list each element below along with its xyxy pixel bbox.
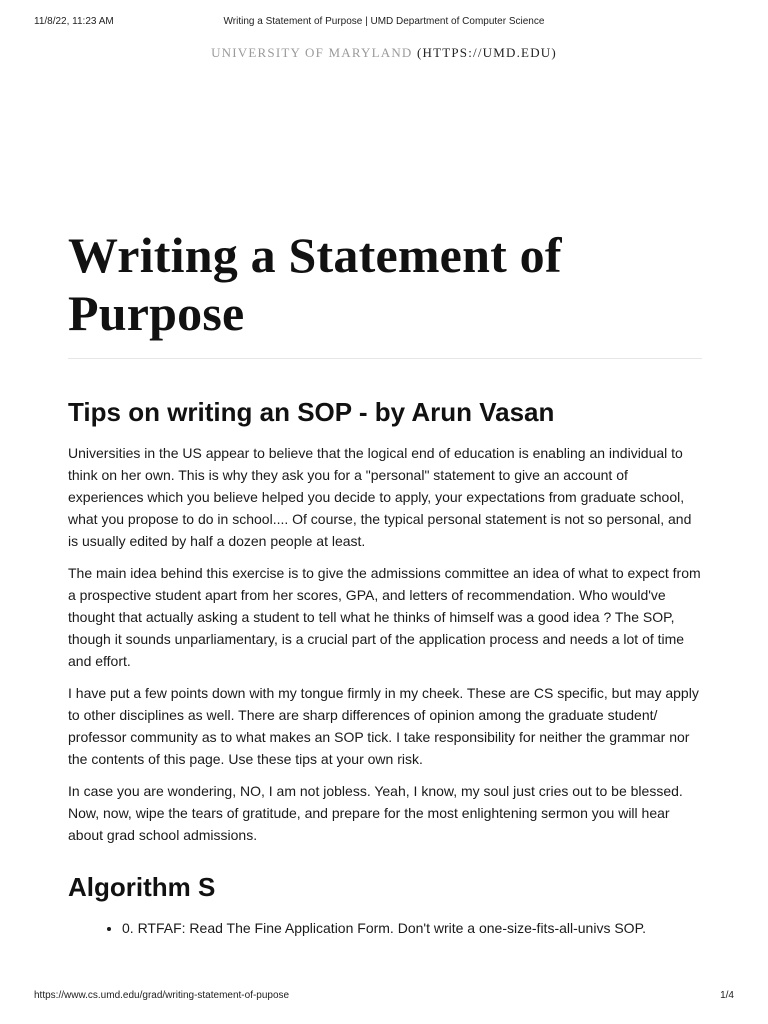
paragraph: Universities in the US appear to believe that the logical end of education is enabling an individual to think on her own. This is why they ask you for a "personal" statement to give an account of experiences which you believe helped you decide to apply, your expectations from graduate school, what you propose to do in school.... Of course, the typical personal statement is not so personal, and is usually edited by half a dozen people at least.: [68, 445, 692, 549]
paragraph: I have put a few points down with my tongue firmly in my cheek. These are CS specific, but may apply to other disciplines as well. There are sharp differences of opinion among the graduate student/ professor community as to what makes an SOP tick. I take responsibility for neither the grammar nor the contents of this page. Use these tips at your own risk.: [68, 685, 699, 767]
paragraph: The main idea behind this exercise is to give the admissions committee an idea of what to expect from a prospective student apart from her scores, GPA, and letters of recommendation. Who would've thought that actually asking a student to tell what he thinks of himself was a good idea ? The SOP, though it sounds unparliamentary, is a crucial part of the application process and needs a lot of time and effort.: [68, 565, 701, 669]
article: [68, 226, 702, 939]
umd-site-label[interactable]: UNIVERSITY OF MARYLAND: [211, 45, 413, 60]
print-url: https://www.cs.umd.edu/grad/writing-statement-of-pupose: [34, 990, 290, 1001]
section-heading-tips: Tips on writing an SOP - by Arun Vasan: [68, 397, 555, 427]
umd-site-link[interactable]: [0, 45, 768, 61]
umd-site-url[interactable]: (HTTPS://UMD.EDU): [416, 45, 557, 60]
section-heading-algorithm: Algorithm S: [68, 872, 216, 902]
algorithm-list: [68, 917, 702, 939]
page-title: Writing a Statement of Purpose: [68, 227, 562, 341]
print-page-title: Writing a Statement of Purpose | UMD Department of Computer Science: [223, 16, 545, 27]
page-number: 1/4: [720, 990, 734, 1001]
print-footer: [34, 990, 734, 1004]
print-datetime: 11/8/22, 11:23 AM: [34, 16, 114, 27]
print-header: [34, 16, 734, 30]
paragraph: In case you are wondering, NO, I am not jobless. Yeah, I know, my soul just cries out to be blessed. Now, now, wipe the tears of gratitude, and prepare for the most enlightening sermon you will hear about grad school admissions.: [68, 783, 683, 843]
title-divider: [68, 358, 702, 359]
list-item: • 0. RTFAF: Read The Fine Application Form. Don't write a one-size-fits-all-univs SOP.: [122, 917, 702, 939]
